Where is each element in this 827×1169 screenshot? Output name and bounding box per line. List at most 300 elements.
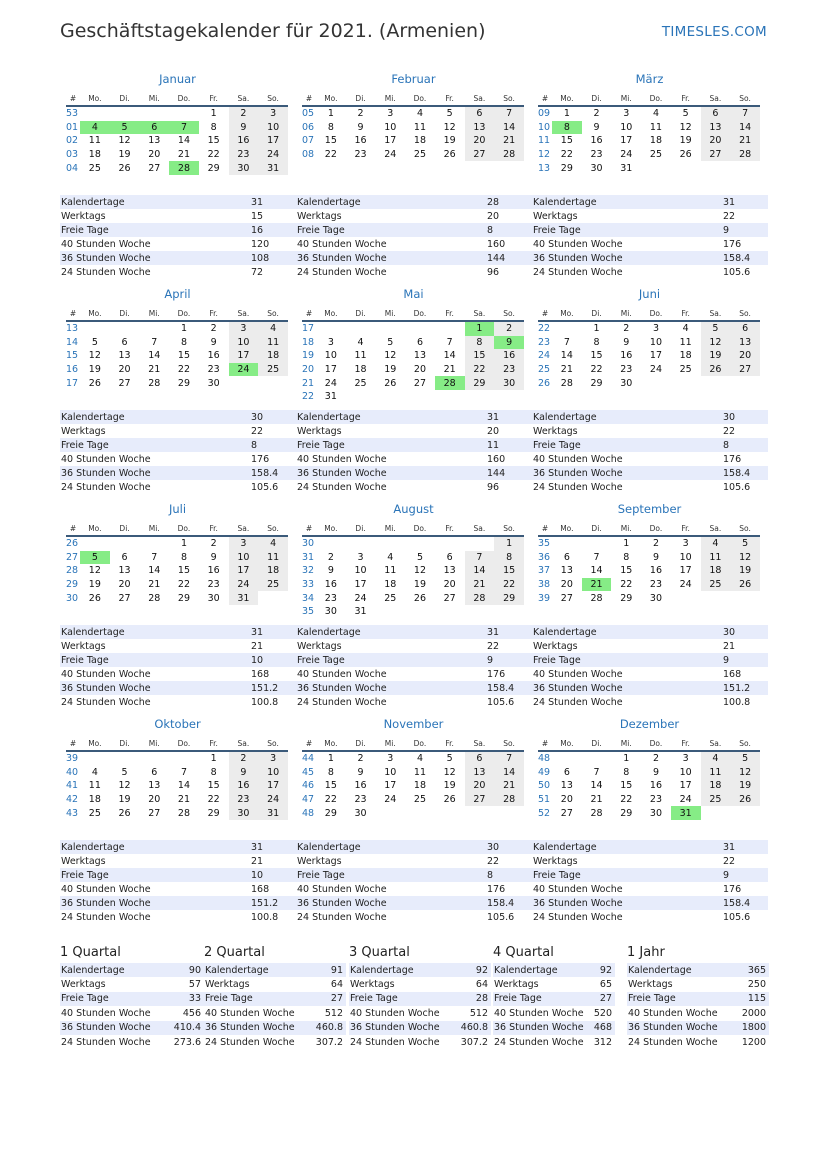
month-stats — [60, 840, 296, 924]
day-cell: 31 — [324, 391, 337, 403]
month-name: März — [635, 72, 664, 86]
stat-value: 158.4 — [487, 896, 532, 910]
day-cell: 10 — [649, 336, 662, 348]
day-cell: 11 — [413, 766, 426, 778]
stat-label: 40 Stunden Woche — [533, 238, 623, 250]
stat-label: Werktags — [61, 979, 106, 991]
month-name: Juni — [638, 287, 661, 301]
day-cell: 13 — [118, 565, 131, 577]
day-cell: 2 — [210, 538, 217, 550]
day-cell: 16 — [649, 565, 662, 577]
weekday-header: Sa. — [701, 92, 731, 106]
day-cell: 29 — [590, 377, 603, 389]
stat-value: 168 — [251, 883, 270, 895]
day-cell: 23 — [207, 364, 220, 376]
month-7 — [296, 500, 531, 715]
stat-value: 30 — [487, 840, 532, 854]
day-cell: 11 — [258, 336, 288, 350]
day-cell: 11 — [354, 350, 367, 362]
day-cell: 19 — [118, 794, 131, 806]
month-1 — [296, 70, 531, 285]
weekday-header: Fr. — [199, 522, 229, 536]
day-cell: 2 — [494, 321, 524, 336]
day-cell: 27 — [413, 377, 426, 389]
stat-label: Kalendertage — [60, 625, 251, 639]
day-cell: 12 — [730, 766, 760, 780]
stat-value: 27 — [582, 992, 615, 1006]
day-cell: 16 — [649, 780, 662, 792]
empty-cell — [701, 591, 731, 605]
month-name: Dezember — [619, 717, 680, 731]
day-cell: 24 — [384, 149, 397, 161]
day-cell: 18 — [649, 135, 662, 147]
day-cell: 26 — [118, 162, 131, 174]
day-cell: 20 — [443, 579, 456, 591]
day-cell: 30 — [229, 161, 259, 175]
stat-label: 24 Stunden Woche — [205, 1036, 295, 1048]
stat-label: Freie Tage — [296, 438, 487, 452]
day-cell: 7 — [151, 336, 158, 348]
month-stats — [60, 195, 296, 279]
weekday-header: Do. — [169, 92, 199, 106]
empty-cell — [465, 806, 495, 820]
day-cell: 2 — [652, 538, 659, 550]
day-cell: 24 — [324, 377, 337, 389]
weekday-header: So. — [258, 307, 288, 321]
day-cell: 28 — [435, 376, 465, 390]
month-name: Oktober — [154, 717, 201, 731]
stat-label: 40 Stunden Woche — [297, 453, 387, 465]
weekday-header: Mi. — [611, 737, 641, 751]
day-cell: 18 — [679, 350, 692, 362]
day-cell: 19 — [701, 349, 731, 363]
site-link[interactable]: TIMESLES.COM — [661, 24, 767, 40]
stat-label: Freie Tage — [532, 868, 723, 882]
day-cell: 11 — [701, 766, 731, 780]
weekday-header: # — [302, 522, 316, 536]
stat-value: 512 — [469, 1007, 488, 1019]
weekday-header: Fr. — [671, 737, 701, 751]
stat-value: 64 — [330, 979, 343, 991]
day-cell: 19 — [88, 364, 101, 376]
day-cell: 1 — [593, 323, 600, 335]
stat-value: 65 — [599, 979, 612, 991]
day-cell: 30 — [229, 806, 259, 820]
week-number: 04 — [66, 162, 79, 174]
stat-label: Kalendertage — [532, 195, 723, 209]
day-cell: 7 — [169, 121, 199, 135]
day-cell: 18 — [354, 364, 367, 376]
weekday-header: # — [538, 92, 552, 106]
weekday-header: So. — [494, 522, 524, 536]
day-cell: 24 — [620, 149, 633, 161]
quarter-title: 1 Quartal — [60, 945, 121, 960]
stat-value: 158.4 — [487, 681, 532, 695]
weekday-header: Di. — [110, 92, 140, 106]
day-cell: 12 — [88, 565, 101, 577]
weekday-header: Sa. — [701, 737, 731, 751]
weekday-header: Sa. — [465, 737, 495, 751]
day-cell: 5 — [110, 121, 140, 135]
stat-label: Kalendertage — [204, 963, 313, 977]
day-cell: 23 — [354, 794, 367, 806]
month-stats — [532, 625, 768, 709]
weekday-header: So. — [494, 737, 524, 751]
empty-cell — [80, 751, 110, 766]
day-cell: 26 — [384, 377, 397, 389]
day-cell: 4 — [701, 536, 731, 551]
stat-value: 9 — [723, 868, 768, 882]
stat-value: 365 — [716, 963, 769, 977]
week-number: 37 — [538, 565, 551, 577]
stat-value: 176 — [487, 883, 506, 895]
week-number: 07 — [302, 135, 315, 147]
stat-label: Werktags — [61, 640, 106, 652]
quarter-stats — [493, 963, 615, 1049]
stat-label: Freie Tage — [296, 653, 487, 667]
weekday-header: # — [302, 307, 316, 321]
weekday-header: So. — [494, 92, 524, 106]
month-stats — [532, 410, 768, 494]
stat-value: 105.6 — [251, 481, 279, 493]
month-3 — [60, 285, 295, 500]
week-number: 29 — [66, 579, 79, 591]
day-cell: 10 — [679, 551, 692, 563]
stat-value: 30 — [723, 410, 768, 424]
month-calendar — [302, 737, 524, 820]
day-cell: 4 — [91, 766, 98, 778]
stat-label: 36 Stunden Woche — [628, 1022, 718, 1034]
day-cell: 10 — [620, 121, 633, 133]
day-cell: 6 — [730, 321, 760, 336]
stat-label: 24 Stunden Woche — [61, 481, 151, 493]
stat-value: 176 — [723, 453, 742, 465]
day-cell: 16 — [207, 565, 220, 577]
day-cell: 9 — [327, 565, 334, 577]
day-cell: 13 — [148, 780, 161, 792]
day-cell: 15 — [177, 565, 190, 577]
day-cell: 14 — [177, 135, 190, 147]
stat-value: 15 — [251, 210, 264, 222]
day-cell: 5 — [121, 766, 128, 778]
stat-label: Freie Tage — [493, 992, 582, 1006]
day-cell: 29 — [465, 376, 495, 390]
day-cell: 4 — [416, 108, 423, 120]
weekday-header: Do. — [641, 92, 671, 106]
stat-value: 8 — [723, 438, 768, 452]
day-cell: 15 — [324, 780, 337, 792]
day-cell: 27 — [560, 592, 573, 604]
empty-cell — [405, 605, 435, 619]
day-cell: 17 — [229, 349, 259, 363]
stat-value: 520 — [593, 1007, 612, 1019]
day-cell: 10 — [229, 336, 259, 350]
stat-value: 176 — [251, 453, 270, 465]
day-cell: 28 — [465, 591, 495, 605]
day-cell: 15 — [207, 780, 220, 792]
stat-label: 36 Stunden Woche — [60, 1021, 171, 1035]
day-cell: 29 — [620, 592, 633, 604]
empty-cell — [169, 106, 199, 121]
day-cell: 22 — [324, 149, 337, 161]
day-cell: 23 — [229, 793, 259, 807]
week-number: 11 — [538, 135, 551, 147]
day-cell: 12 — [443, 121, 456, 133]
day-cell: 1 — [623, 538, 630, 550]
stat-label: 40 Stunden Woche — [61, 453, 151, 465]
stat-value: 100.8 — [723, 696, 751, 708]
quarter-title: 3 Quartal — [349, 945, 410, 960]
empty-cell — [730, 591, 760, 605]
day-cell: 17 — [384, 135, 397, 147]
empty-cell — [465, 390, 495, 404]
stat-value: 96 — [487, 266, 500, 278]
day-cell: 30 — [207, 592, 220, 604]
weekday-header: Di. — [582, 307, 612, 321]
day-cell: 23 — [207, 579, 220, 591]
day-cell: 9 — [593, 121, 600, 133]
week-number: 48 — [302, 807, 315, 819]
weekday-header: Di. — [582, 737, 612, 751]
stat-label: 40 Stunden Woche — [297, 668, 387, 680]
stat-label: 36 Stunden Woche — [60, 251, 251, 265]
quarter-stats — [349, 963, 491, 1049]
day-cell: 2 — [593, 108, 600, 120]
month-stats — [60, 410, 296, 494]
stat-label: 40 Stunden Woche — [628, 1007, 718, 1019]
stat-label: 36 Stunden Woche — [296, 251, 487, 265]
weekday-header: Do. — [641, 737, 671, 751]
day-cell: 20 — [148, 794, 161, 806]
day-cell: 17 — [620, 135, 633, 147]
stat-value: 144 — [487, 466, 532, 480]
stat-label: Werktags — [350, 979, 395, 991]
day-cell: 20 — [560, 579, 573, 591]
day-cell: 14 — [494, 121, 524, 135]
day-cell: 23 — [324, 592, 337, 604]
weekday-header: Sa. — [701, 522, 731, 536]
day-cell: 28 — [148, 377, 161, 389]
weekday-header: # — [538, 522, 552, 536]
day-cell: 1 — [180, 538, 187, 550]
month-name: September — [617, 502, 682, 516]
day-cell: 10 — [679, 766, 692, 778]
day-cell: 25 — [258, 578, 288, 592]
month-5 — [532, 285, 767, 500]
month-10 — [296, 715, 531, 930]
stat-value: 30 — [251, 410, 296, 424]
day-cell: 2 — [229, 106, 259, 121]
stat-value: 22 — [251, 425, 264, 437]
day-cell: 28 — [177, 807, 190, 819]
day-cell: 16 — [590, 135, 603, 147]
weekday-header: Sa. — [701, 307, 731, 321]
weekday-header: Mo. — [552, 92, 582, 106]
day-cell: 3 — [682, 753, 689, 765]
weekday-header: Mi. — [139, 92, 169, 106]
stat-value: 10 — [251, 868, 296, 882]
day-cell: 19 — [730, 779, 760, 793]
stat-label: 40 Stunden Woche — [350, 1007, 440, 1019]
day-cell: 25 — [258, 363, 288, 377]
stat-value: 108 — [251, 251, 296, 265]
day-cell: 6 — [121, 336, 128, 348]
empty-cell — [139, 751, 169, 766]
stat-label: 40 Stunden Woche — [533, 453, 623, 465]
stat-label: Freie Tage — [60, 868, 251, 882]
month-calendar — [302, 307, 524, 404]
stat-value: 151.2 — [251, 681, 296, 695]
day-cell: 7 — [494, 751, 524, 766]
quarter-2 — [349, 945, 491, 1049]
week-number: 22 — [538, 323, 551, 335]
stat-value: 31 — [251, 840, 296, 854]
week-number: 39 — [538, 592, 551, 604]
stat-label: 24 Stunden Woche — [61, 1036, 151, 1048]
stat-label: 36 Stunden Woche — [532, 896, 723, 910]
weekday-header: Mo. — [80, 522, 110, 536]
day-cell: 3 — [258, 751, 288, 766]
day-cell: 9 — [210, 551, 217, 563]
week-number: 02 — [66, 135, 79, 147]
week-number: 27 — [66, 551, 79, 563]
month-stats — [60, 625, 296, 709]
empty-cell — [701, 161, 731, 175]
stat-label: Kalendertage — [60, 840, 251, 854]
day-cell: 19 — [88, 579, 101, 591]
stat-label: 36 Stunden Woche — [494, 1022, 584, 1034]
stat-label: Werktags — [297, 210, 342, 222]
day-cell: 1 — [327, 108, 334, 120]
stat-label: Freie Tage — [349, 992, 458, 1006]
stat-value: 176 — [723, 883, 742, 895]
day-cell: 26 — [730, 578, 760, 592]
day-cell: 11 — [88, 135, 101, 147]
day-cell: 23 — [229, 148, 259, 162]
day-cell: 1 — [210, 108, 217, 120]
day-cell: 6 — [563, 551, 570, 563]
stat-value: 456 — [182, 1007, 201, 1019]
weekday-header: Do. — [641, 307, 671, 321]
day-cell: 1 — [623, 753, 630, 765]
day-cell: 31 — [354, 606, 367, 618]
day-cell: 29 — [177, 592, 190, 604]
stat-label: 36 Stunden Woche — [349, 1021, 458, 1035]
weekday-header: # — [302, 92, 316, 106]
day-cell: 13 — [560, 565, 573, 577]
day-cell: 7 — [151, 551, 158, 563]
day-cell: 10 — [324, 350, 337, 362]
stat-value: 21 — [251, 640, 264, 652]
day-cell: 30 — [590, 162, 603, 174]
day-cell: 4 — [258, 321, 288, 336]
week-number: 22 — [302, 391, 315, 403]
stat-value: 9 — [723, 653, 768, 667]
day-cell: 11 — [88, 780, 101, 792]
day-cell: 17 — [354, 579, 367, 591]
stat-value: 1800 — [716, 1021, 769, 1035]
stat-value: 22 — [723, 855, 736, 867]
day-cell: 5 — [701, 321, 731, 336]
day-cell: 27 — [148, 162, 161, 174]
week-number: 48 — [538, 753, 551, 765]
week-number: 13 — [66, 323, 79, 335]
empty-cell — [316, 321, 346, 336]
day-cell: 12 — [730, 551, 760, 565]
day-cell: 11 — [384, 565, 397, 577]
day-cell: 8 — [180, 551, 187, 563]
day-cell: 24 — [679, 579, 692, 591]
weekday-header: So. — [730, 307, 760, 321]
day-cell: 5 — [387, 336, 394, 348]
stat-label: Kalendertage — [60, 963, 171, 977]
stat-label: 40 Stunden Woche — [205, 1007, 295, 1019]
day-cell: 30 — [324, 606, 337, 618]
empty-cell — [346, 536, 376, 551]
day-cell: 21 — [590, 794, 603, 806]
empty-cell — [110, 106, 140, 121]
stat-label: Werktags — [61, 425, 106, 437]
day-cell: 20 — [465, 779, 495, 793]
day-cell: 13 — [730, 336, 760, 350]
stat-label: Kalendertage — [627, 963, 716, 977]
day-cell: 1 — [465, 321, 495, 336]
day-cell: 19 — [413, 579, 426, 591]
weekday-header: Mi. — [611, 522, 641, 536]
stat-label: Werktags — [61, 855, 106, 867]
day-cell: 11 — [649, 121, 662, 133]
day-cell: 30 — [494, 376, 524, 390]
day-cell: 14 — [465, 564, 495, 578]
stat-value: 158.4 — [251, 466, 296, 480]
day-cell: 15 — [207, 135, 220, 147]
day-cell: 18 — [88, 149, 101, 161]
day-cell: 4 — [701, 751, 731, 766]
day-cell: 27 — [465, 793, 495, 807]
weekday-header: Fr. — [199, 307, 229, 321]
stat-label: 40 Stunden Woche — [61, 883, 151, 895]
day-cell: 21 — [177, 149, 190, 161]
week-number: 14 — [66, 336, 79, 348]
day-cell: 12 — [701, 336, 731, 350]
stat-value: 96 — [487, 481, 500, 493]
day-cell: 30 — [649, 592, 662, 604]
day-cell: 9 — [357, 121, 364, 133]
day-cell: 29 — [560, 162, 573, 174]
stat-value: 160 — [487, 238, 506, 250]
empty-cell — [110, 751, 140, 766]
quarter-title: 4 Quartal — [493, 945, 554, 960]
day-cell: 14 — [494, 766, 524, 780]
week-number: 24 — [538, 350, 551, 362]
day-cell: 3 — [623, 108, 630, 120]
empty-cell — [139, 321, 169, 336]
month-row — [60, 500, 767, 715]
empty-cell — [494, 806, 524, 820]
day-cell: 3 — [387, 108, 394, 120]
day-cell: 13 — [701, 121, 731, 135]
day-cell: 18 — [384, 579, 397, 591]
stat-value: 22 — [487, 640, 500, 652]
weekday-header: Mo. — [316, 92, 346, 106]
weekday-header: Sa. — [465, 522, 495, 536]
stat-label: 24 Stunden Woche — [494, 1036, 584, 1048]
week-number: 33 — [302, 579, 315, 591]
day-cell: 20 — [118, 364, 131, 376]
month-stats — [532, 840, 768, 924]
empty-cell — [701, 376, 731, 390]
empty-cell — [375, 536, 405, 551]
